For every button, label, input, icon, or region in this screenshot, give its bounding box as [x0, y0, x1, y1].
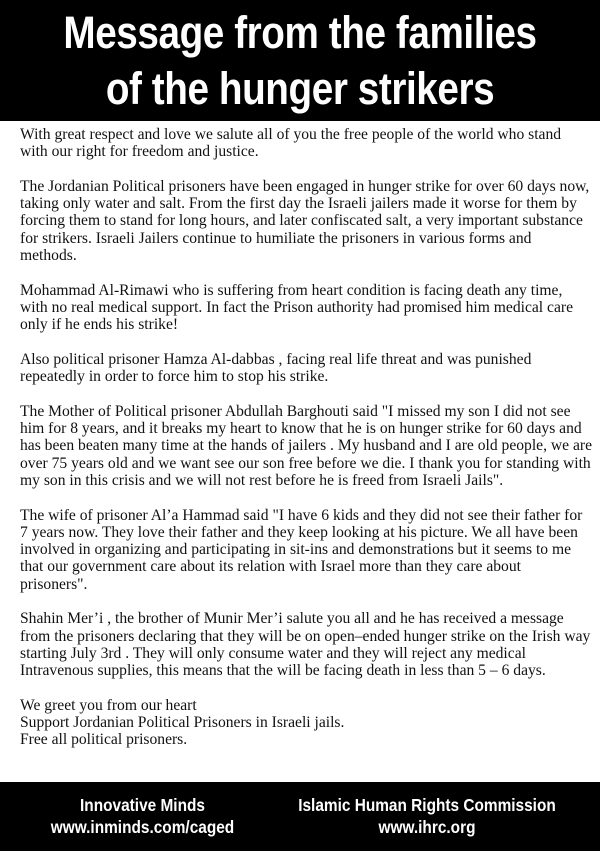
- org-url-link[interactable]: www.ihrc.org: [378, 817, 476, 837]
- closing-line: Free all political prisoners.: [20, 731, 188, 749]
- title-banner: [0, 0, 600, 121]
- org-url-link[interactable]: www.inminds.com/caged: [50, 817, 235, 837]
- footer-banner: [0, 782, 600, 851]
- paragraph-al-rimawi: Mohammad Al-Rimawi who is suffering from heart condition is facing death any time, with no real medical support. In fact the Prison authority had promised him medical care only if he ends his strike!: [20, 281, 573, 334]
- paragraph-shahin-meri: Shahin Mer’i , the brother of Munir Mer’i salute you all and he has received a message from the prisoners declaring that they will be on open–ended hunger strike on the Irish way starting July 3rd . They will only consume water and they will reject any medical Intravenous supplies, this means that the will be facing death in less than 5 – 6 days.: [20, 610, 591, 680]
- paragraph-hammad-wife: The wife of prisoner Al’a Hammad said "I have 6 kids and they did not see their father for 7 years now. They love their father and they keep looking at his picture. We all have been involved in organizing and participating in sit-ins and demonstrations but it seems to me that our government care about its relation with Israel more than they care about prisoners".: [20, 506, 583, 593]
- message-body: [20, 126, 592, 749]
- footer-org-innovative-minds: [20, 794, 265, 838]
- paragraph-al-dabbas: Also political prisoner Hamza Al-dabbas , facing real life threat and was punished repeatedly in order to force him to stop his strike.: [20, 350, 532, 386]
- footer-org-ihrc: [272, 794, 582, 838]
- closing-line: We greet you from our heart: [20, 696, 197, 714]
- paragraph-salute: With great respect and love we salute all of you the free people of the world who stand with our right for freedom and justice.: [20, 126, 562, 161]
- page-title-line-2: of the hunger strikers: [105, 63, 495, 114]
- closing-line: Support Jordanian Political Prisoners in Israeli jails.: [20, 714, 345, 732]
- closing-lines: [20, 697, 592, 749]
- page-title-line-1: Message from the families: [63, 7, 537, 58]
- org-name: Innovative Minds: [80, 795, 205, 815]
- paragraph-hunger-strike: The Jordanian Political prisoners have been engaged in hunger strike for over 60 days now, taking only water and salt. From the first day the Israeli jailers made it worse for them by forcing them to stand for long hours, and later confiscated salt, a very important substance for strikers. Israeli Jailers continue to humiliate the prisoners in various forms and methods.: [20, 177, 590, 265]
- paragraph-barghouti-mother: The Mother of Political prisoner Abdullah Barghouti said "I missed my son I did not see him for 8 years, and it breaks my heart to know that he is on hunger strike for 60 days and has been beaten many time at the hands of jailers . My husband and I are old people, we are over 75 years old and we want see our son free before we die. I thank you for standing with my son in this crisis and we will not rest before he is freed from Israeli Jails".: [20, 402, 593, 489]
- org-name: Islamic Human Rights Commission: [298, 795, 556, 815]
